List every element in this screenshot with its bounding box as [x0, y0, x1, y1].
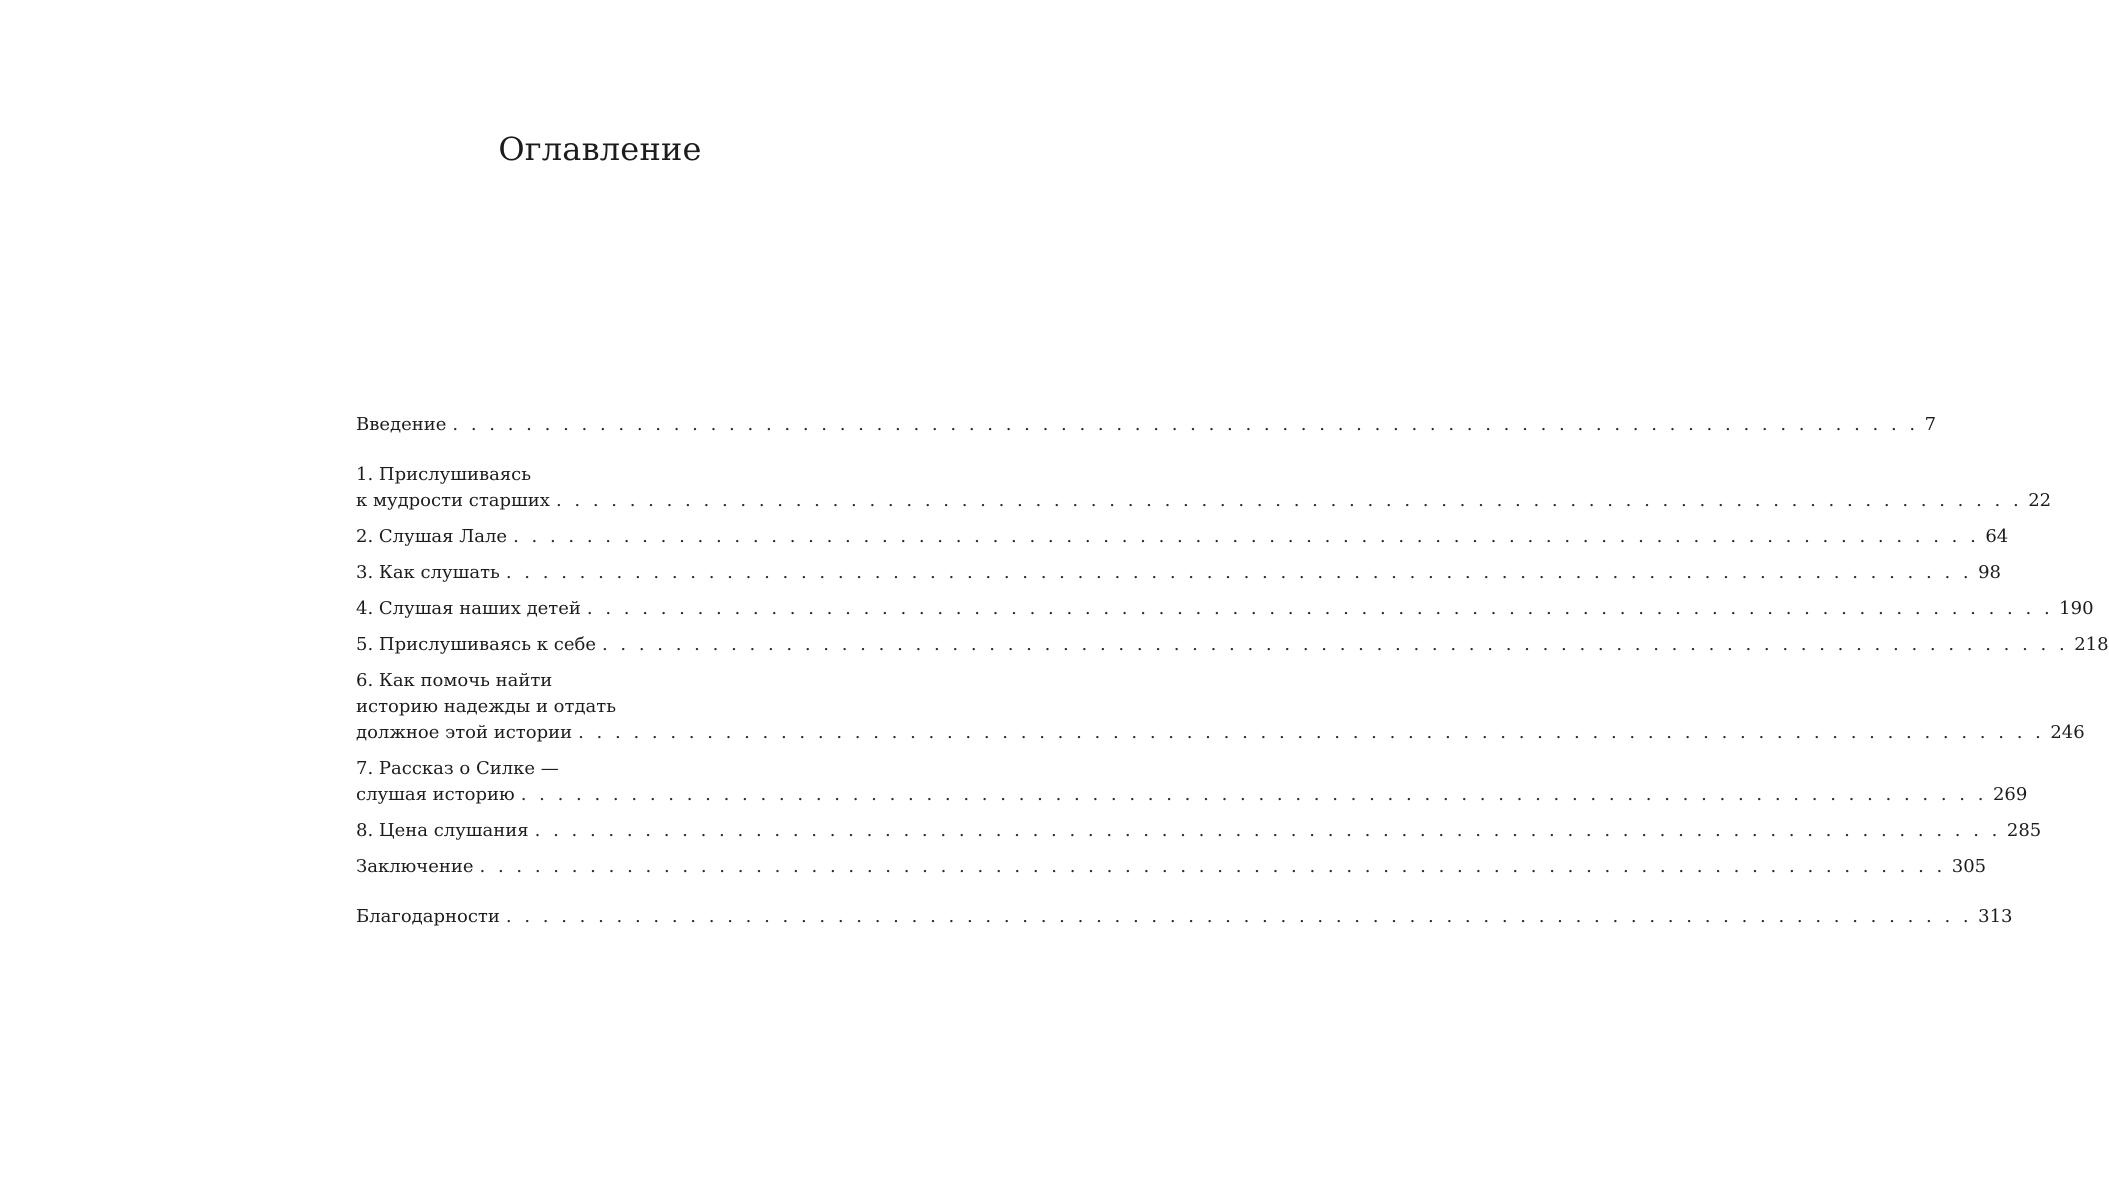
toc-entry-page: 269: [1992, 784, 2028, 805]
toc-entry-line: [356, 668, 850, 694]
toc-entry-line: [356, 412, 1937, 438]
dot-leader: . . . . . . . . . . . . . . . . . . . . . . . . . . . . . . . . . . . . . . . . . . . . . . . . . . . . . . . . . . . . . . . . . . . . . . . . . . . . . . . .: [452, 414, 1919, 435]
toc-entry-title: Заключение: [356, 856, 474, 877]
toc-entry-page: 64: [1985, 526, 2009, 547]
dot-leader: . . . . . . . . . . . . . . . . . . . . . . . . . . . . . . . . . . . . . . . . . . . . . . . . . . . . . . . . . . . . . . . . . . . . . . . . . . . . . . . .: [601, 634, 2069, 655]
toc-entry-title: 2. Слушая Лале: [356, 526, 508, 547]
toc-entry: [356, 596, 2094, 622]
dot-leader: . . . . . . . . . . . . . . . . . . . . . . . . . . . . . . . . . . . . . . . . . . . . . . . . . . . . . . . . . . . . . . . . . . . . . . . . . . . . . . . .: [578, 722, 2045, 743]
table-of-contents: [356, 412, 2109, 930]
toc-entry: [356, 524, 2009, 550]
toc-entry-title: 1. Прислушиваясь: [356, 464, 532, 485]
toc-entry-title: Благодарности: [356, 906, 500, 927]
toc-entry-title: 7. Рассказ о Силке —: [356, 758, 559, 779]
toc-entry-line: [356, 632, 2109, 658]
toc-entry-title: слушая историю: [356, 784, 515, 805]
toc-entry-title: должное этой истории: [356, 722, 573, 743]
toc-entry-title: к мудрости старших: [356, 490, 550, 511]
toc-entry-line: [356, 854, 1987, 880]
toc-entry-title: 8. Цена слушания: [356, 820, 529, 841]
toc-entry-page: 246: [2050, 722, 2085, 743]
toc-entry-line: [356, 488, 2052, 514]
dot-leader: . . . . . . . . . . . . . . . . . . . . . . . . . . . . . . . . . . . . . . . . . . . . . . . . . . . . . . . . . . . . . . . . . . . . . . . . . . . . . . . .: [513, 526, 1980, 547]
toc-entry-page: 98: [1978, 562, 2002, 583]
toc-entry: [356, 632, 2109, 658]
toc-entry-page: 7: [1924, 414, 1937, 435]
toc-entry-page: 285: [2006, 820, 2042, 841]
dot-leader: . . . . . . . . . . . . . . . . . . . . . . . . . . . . . . . . . . . . . . . . . . . . . . . . . . . . . . . . . . . . . . . . . . . . . . . . . . . . . . . .: [555, 490, 2023, 511]
toc-entry-line: [356, 694, 850, 720]
toc-entry-line: [356, 596, 2094, 622]
toc-entry: [356, 904, 2013, 930]
dot-leader: . . . . . . . . . . . . . . . . . . . . . . . . . . . . . . . . . . . . . . . . . . . . . . . . . . . . . . . . . . . . . . . . . . . . . . . . . . . . . . . .: [520, 784, 1987, 805]
toc-entry-line: [356, 560, 2002, 586]
toc-entry-line: [356, 756, 850, 782]
toc-entry-page: 22: [2028, 490, 2052, 511]
toc-entry-page: 305: [1951, 856, 1987, 877]
toc-entry: [356, 854, 1987, 880]
toc-entry: [356, 560, 2002, 586]
toc-entry: [356, 668, 2085, 746]
toc-entry-line: [356, 818, 2042, 844]
page-title: Оглавление: [498, 130, 702, 168]
toc-entry-page: 190: [2059, 598, 2094, 619]
toc-entry-title: 3. Как слушать: [356, 562, 500, 583]
toc-entry-page: 218: [2074, 634, 2109, 655]
toc-entry-title: Введение: [356, 414, 447, 435]
toc-entry: [356, 818, 2042, 844]
dot-leader: . . . . . . . . . . . . . . . . . . . . . . . . . . . . . . . . . . . . . . . . . . . . . . . . . . . . . . . . . . . . . . . . . . . . . . . . . . . . . . . .: [505, 562, 1973, 583]
toc-entry-title: 6. Как помочь найти: [356, 670, 553, 691]
toc-entry-title: историю надежды и отдать: [356, 696, 617, 717]
dot-leader: . . . . . . . . . . . . . . . . . . . . . . . . . . . . . . . . . . . . . . . . . . . . . . . . . . . . . . . . . . . . . . . . . . . . . . . . . . . . . . . .: [586, 598, 2054, 619]
toc-entry-page: 313: [1978, 906, 2013, 927]
toc-entry-line: [356, 462, 850, 488]
toc-entry: [356, 412, 1937, 438]
toc-entry: [356, 462, 2052, 514]
toc-entry: [356, 756, 2028, 808]
toc-entry-line: [356, 524, 2009, 550]
toc-entry-title: 4. Слушая наших детей: [356, 598, 581, 619]
dot-leader: . . . . . . . . . . . . . . . . . . . . . . . . . . . . . . . . . . . . . . . . . . . . . . . . . . . . . . . . . . . . . . . . . . . . . . . . . . . . . . . .: [505, 906, 1973, 927]
toc-entry-line: [356, 720, 2085, 746]
toc-entry-line: [356, 782, 2028, 808]
toc-entry-title: 5. Прислушиваясь к себе: [356, 634, 596, 655]
toc-entry-line: [356, 904, 2013, 930]
dot-leader: . . . . . . . . . . . . . . . . . . . . . . . . . . . . . . . . . . . . . . . . . . . . . . . . . . . . . . . . . . . . . . . . . . . . . . . . . . . . . . . .: [534, 820, 2001, 841]
dot-leader: . . . . . . . . . . . . . . . . . . . . . . . . . . . . . . . . . . . . . . . . . . . . . . . . . . . . . . . . . . . . . . . . . . . . . . . . . . . . . . . .: [479, 856, 1946, 877]
